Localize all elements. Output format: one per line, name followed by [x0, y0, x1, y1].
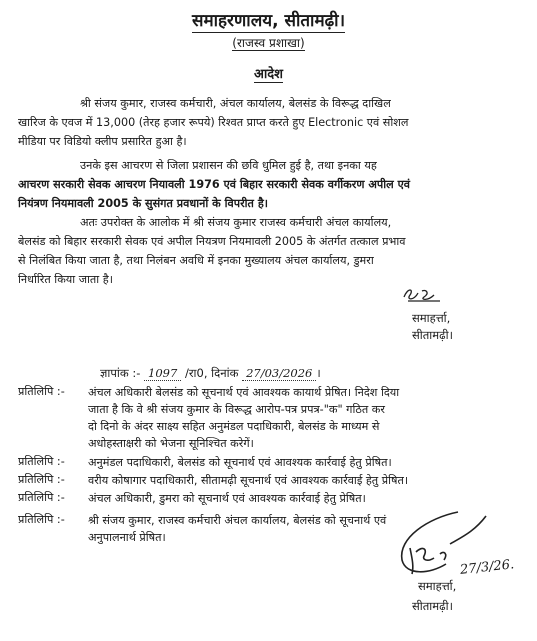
copy-line: वरीय कोषागार पदाधिकारी, सीतामढ़ी सूचनार्थ एवं आवश्यक कार्रवाई हेतु प्रेषित।	[88, 474, 409, 487]
memo-mid: /रा0, दिनांक	[184, 366, 239, 380]
copy-line: अंचल अधिकारी बेलसंड को सूचनार्थ एवं आवश्यक कायार्थ प्रेषित। निदेश दिया	[88, 386, 400, 399]
signature-1-place: सीतामढ़ी।	[412, 328, 453, 342]
paragraph-1	[18, 94, 518, 151]
memo-end: ।	[316, 366, 321, 380]
copy-line: अनुमंडल पदाधिकारी, बेलसंड को सूचनार्थ एवं आवश्यक कार्रवाई हेतु प्रेषित।	[88, 456, 392, 469]
copy-line: दो दिनो के अंदर साक्ष्य सहित अनुमंडल पदाधिकारी, बेलसंड के माध्यम से	[88, 420, 380, 433]
paragraph-line: आचरण सरकारी सेवक आचरण नियावली 1976 एवं बिहार सरकारी सेवक वर्गीकरण अपील एवं	[18, 178, 410, 191]
copy-label: प्रतिलिपि :-	[18, 385, 65, 398]
paragraph-2	[18, 156, 518, 213]
copy-line: श्री संजय कुमार, राजस्व कर्मचारी अंचल कार्यालय, बेलसंड को सूचनार्थ एवं	[88, 514, 387, 527]
copy-label: प्रतिलिपि :-	[18, 455, 65, 468]
copy-3-text	[88, 472, 518, 489]
signature-2-place: सीतामढ़ी।	[412, 599, 453, 613]
office-subtitle: (राजस्व प्रशाखा)	[232, 36, 305, 50]
signature-1-designation: समाहर्त्ता,	[412, 311, 451, 325]
copy-line: जाता है कि वे श्री संजय कुमार के विरूद्ध आरोप-पत्र प्रपत्र-"क" गठित कर	[88, 403, 385, 416]
order-heading: आदेश	[253, 67, 284, 82]
paragraph-3	[18, 213, 518, 289]
office-title: समाहरणालय, सीतामढ़ी।	[191, 11, 346, 31]
copy-line: अधोहस्ताक्षरी को भेजना सूनिश्चित करेगें।	[88, 437, 254, 450]
paragraph-line: उनके इस आचरण से जिला प्रशासन की छवि धुमिल हुई है, तथा इनका यह	[80, 159, 377, 172]
signature-initials-mark	[400, 285, 450, 305]
handwritten-signature	[388, 508, 508, 588]
paragraph-line: खारिज के एवज में 13,000 (तेरह हजार रूपये) रिश्वत प्राप्त करते हुए Electronic एवं सोशल	[18, 116, 409, 129]
memo-prefix: ज्ञापांक :-	[100, 366, 141, 380]
signature-2-designation: समाहर्त्ता,	[418, 579, 457, 593]
copy-line: अंचल अधिकारी, डुमरा को सूचनार्थ एवं आवश्यक कार्रवाई हेतु प्रेषित।	[88, 492, 366, 505]
paragraph-line: नियंत्रण नियमावली 2005 के सुसंगत प्रवधानों के विपरीत है।	[18, 197, 269, 210]
paragraph-line: बेलसंड को बिहार सरकारी सेवक एवं अपील नियत्रण नियमावली 2005 के अंतर्गत तत्काल प्रभाव	[18, 235, 406, 248]
paragraph-line: श्री संजय कुमार, राजस्व कर्मचारी, अंचल कार्यालय, बेलसंड के विरूद्ध दाखिल	[80, 97, 391, 110]
paragraph-line: से निलंबित किया जाता है, तथा निलंबन अवधि में इनका मुख्यालय अंचल कार्यालय, डुमरा	[18, 254, 374, 267]
memo-date: 27/03/2026	[242, 366, 316, 381]
paragraph-line: मीडिया पर विडियो क्लीप प्रसारित हुआ है।	[18, 135, 187, 148]
copy-label: प्रतिलिपि :-	[18, 473, 65, 486]
handwritten-date: 27/3/26.	[459, 557, 515, 578]
copy-4-text	[88, 490, 518, 507]
copy-2-text	[88, 454, 518, 471]
copy-label: प्रतिलिपि :-	[18, 491, 65, 504]
memo-line	[100, 366, 321, 381]
paragraph-line: अतः उपरोक्त के आलोक में श्री संजय कुमार राजस्व कर्मचारी अंचल कार्यालय,	[80, 216, 392, 229]
copy-1-text	[88, 384, 518, 452]
copy-label: प्रतिलिपि :-	[18, 513, 65, 526]
memo-number: 1097	[144, 366, 181, 381]
paragraph-line: निर्धारित किया जाता है।	[18, 273, 113, 286]
copy-line: अनुपालनार्थ प्रेषित।	[88, 531, 166, 544]
